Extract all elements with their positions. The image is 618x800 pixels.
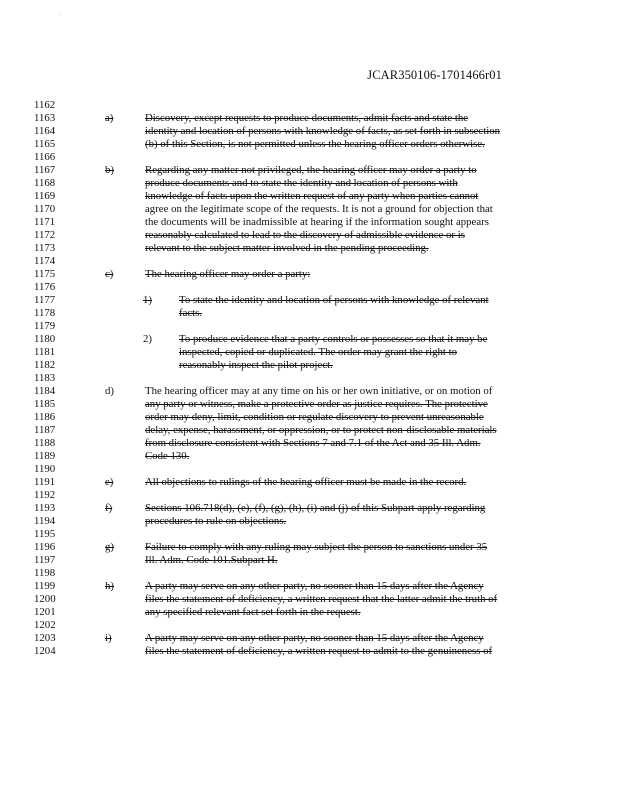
line-number: 1168 (34, 177, 56, 189)
line-number: 1195 (34, 528, 56, 540)
line-number: 1201 (34, 606, 56, 618)
section-a-line-3: (b) of this Section, is not permitted unless the hearing officer orders otherwise. (145, 138, 485, 150)
line-number: 1166 (34, 151, 56, 163)
section-i-line-1: A party may serve on any other party, no sooner than 15 days after the Agency (145, 632, 484, 644)
line-number: 1177 (34, 294, 56, 306)
section-a-line-1: Discovery, except requests to produce documents, admit facts and state the (145, 112, 469, 124)
line-number: 1199 (34, 580, 56, 592)
line-number: 1174 (34, 255, 56, 267)
line-number: 1203 (34, 632, 56, 644)
line-number: 1178 (34, 307, 56, 319)
line-number: 1184 (34, 385, 56, 397)
section-b-line-6: reasonably calculated to lead to the discovery of admissible evidence or is (145, 229, 465, 241)
line-number: 1188 (34, 437, 56, 449)
line-number: 1181 (34, 346, 56, 358)
item-2-line-3: reasonably inspect the pilot project. (179, 359, 333, 371)
item-1-label: 1) (143, 294, 152, 306)
section-a-label: a) (105, 112, 114, 124)
item-1-line-2: facts. (179, 307, 203, 319)
line-number: 1198 (34, 567, 56, 579)
document-code: JCAR350106-1701466r01 (367, 68, 502, 82)
line-number: 1180 (34, 333, 56, 345)
line-number: 1169 (34, 190, 56, 202)
section-d-line-5: from disclosure consistent with Sections 7 and 7.1 of the Act and 35 Ill. Adm. (145, 437, 481, 449)
line-number: 1196 (34, 541, 56, 553)
line-number: 1193 (34, 502, 56, 514)
section-h-line-1: A party may serve on any other party, no sooner than 15 days after the Agency (145, 580, 484, 592)
line-number: 1175 (34, 268, 56, 280)
section-a-line-2: identity and location of persons with knowledge of facts, as set forth in subsection (145, 125, 501, 137)
section-i-label: i) (105, 632, 112, 644)
line-number: 1204 (34, 645, 56, 657)
section-g-line-1: Failure to comply with any ruling may subject the person to sanctions under 35 (145, 541, 488, 553)
item-2-line-2: inspected, copied or duplicated. The order may grant the right to (179, 346, 458, 358)
section-b-line-4: agree on the legitimate scope of the requests. It is not a ground for objection that (145, 203, 493, 215)
section-h-line-3: any specified relevant fact set forth in the request. (145, 606, 361, 618)
section-g-line-2: Ill. Adm. Code 101.Subpart H. (145, 554, 278, 566)
line-number: 1162 (34, 99, 56, 111)
section-d-line-3: order may deny, limit, condition or regulate discovery to prevent unreasonable (145, 411, 484, 423)
line-number: 1163 (34, 112, 56, 124)
section-b-line-1: Regarding any matter not privileged, the hearing officer may order a party to (145, 164, 477, 176)
section-b-line-3: knowledge of facts upon the written request of any party when parties cannot (145, 190, 479, 202)
line-number: 1183 (34, 372, 56, 384)
section-b-line-7: relevant to the subject matter involved in the pending proceeding. (145, 242, 429, 254)
line-number: 1172 (34, 229, 56, 241)
section-f-label: f) (105, 502, 113, 514)
line-number: 1167 (34, 164, 56, 176)
section-d-line-6: Code 130. (145, 450, 190, 462)
section-d-label: d) (105, 385, 114, 397)
section-h-line-2: files the statement of deficiency, a written request that the latter admit the truth of (145, 593, 498, 605)
line-number: 1170 (34, 203, 56, 215)
section-g-label: g) (105, 541, 114, 553)
section-b-line-5: the documents will be inadmissible at hearing if the information sought appears (145, 216, 489, 228)
section-i-line-2: files the statement of deficiency, a written request to admit to the genuineness of (145, 645, 493, 657)
line-number: 1192 (34, 489, 56, 501)
section-f-line-1: Sections 106.718(d), (e), (f), (g), (h), (i) and (j) of this Subpart apply regarding (145, 502, 486, 514)
section-e-label: e) (105, 476, 114, 488)
section-d-line-4: delay, expense, harassment, or oppression, or to protect non-disclosable materials (145, 424, 497, 436)
section-b-label: b) (105, 164, 114, 176)
line-number: 1179 (34, 320, 56, 332)
line-number: 1165 (34, 138, 56, 150)
section-d-line-2: any party or witness, make a protective order as justice requires. The protective (145, 398, 488, 410)
item-2-line-1: To produce evidence that a party controls or possesses so that it may be (179, 333, 488, 345)
line-number: 1173 (34, 242, 56, 254)
corner-mark: ' (60, 14, 62, 20)
section-c-line-1: The hearing officer may order a party: (145, 268, 311, 280)
section-h-label: h) (105, 580, 114, 592)
line-number: 1171 (34, 216, 56, 228)
line-number: 1191 (34, 476, 56, 488)
line-number: 1185 (34, 398, 56, 410)
item-2-label: 2) (143, 333, 152, 345)
section-f-line-2: procedures to rule on objections. (145, 515, 287, 527)
section-c-label: c) (105, 268, 114, 280)
line-number: 1202 (34, 619, 56, 631)
line-number: 1187 (34, 424, 56, 436)
line-number: 1189 (34, 450, 56, 462)
section-e-line-1: All objections to rulings of the hearing officer must be made in the record. (145, 476, 467, 488)
line-number: 1182 (34, 359, 56, 371)
line-number: 1197 (34, 554, 56, 566)
section-d-line-1: The hearing officer may at any time on his or her own initiative, or on motion of (145, 385, 493, 397)
line-number: 1186 (34, 411, 56, 423)
line-number: 1176 (34, 281, 56, 293)
line-number: 1194 (34, 515, 56, 527)
line-number: 1200 (34, 593, 56, 605)
line-number: 1164 (34, 125, 56, 137)
section-b-line-2: produce documents and to state the identity and location of persons with (145, 177, 458, 189)
line-number: 1190 (34, 463, 56, 475)
item-1-line-1: To state the identity and location of persons with knowledge of relevant (179, 294, 489, 306)
